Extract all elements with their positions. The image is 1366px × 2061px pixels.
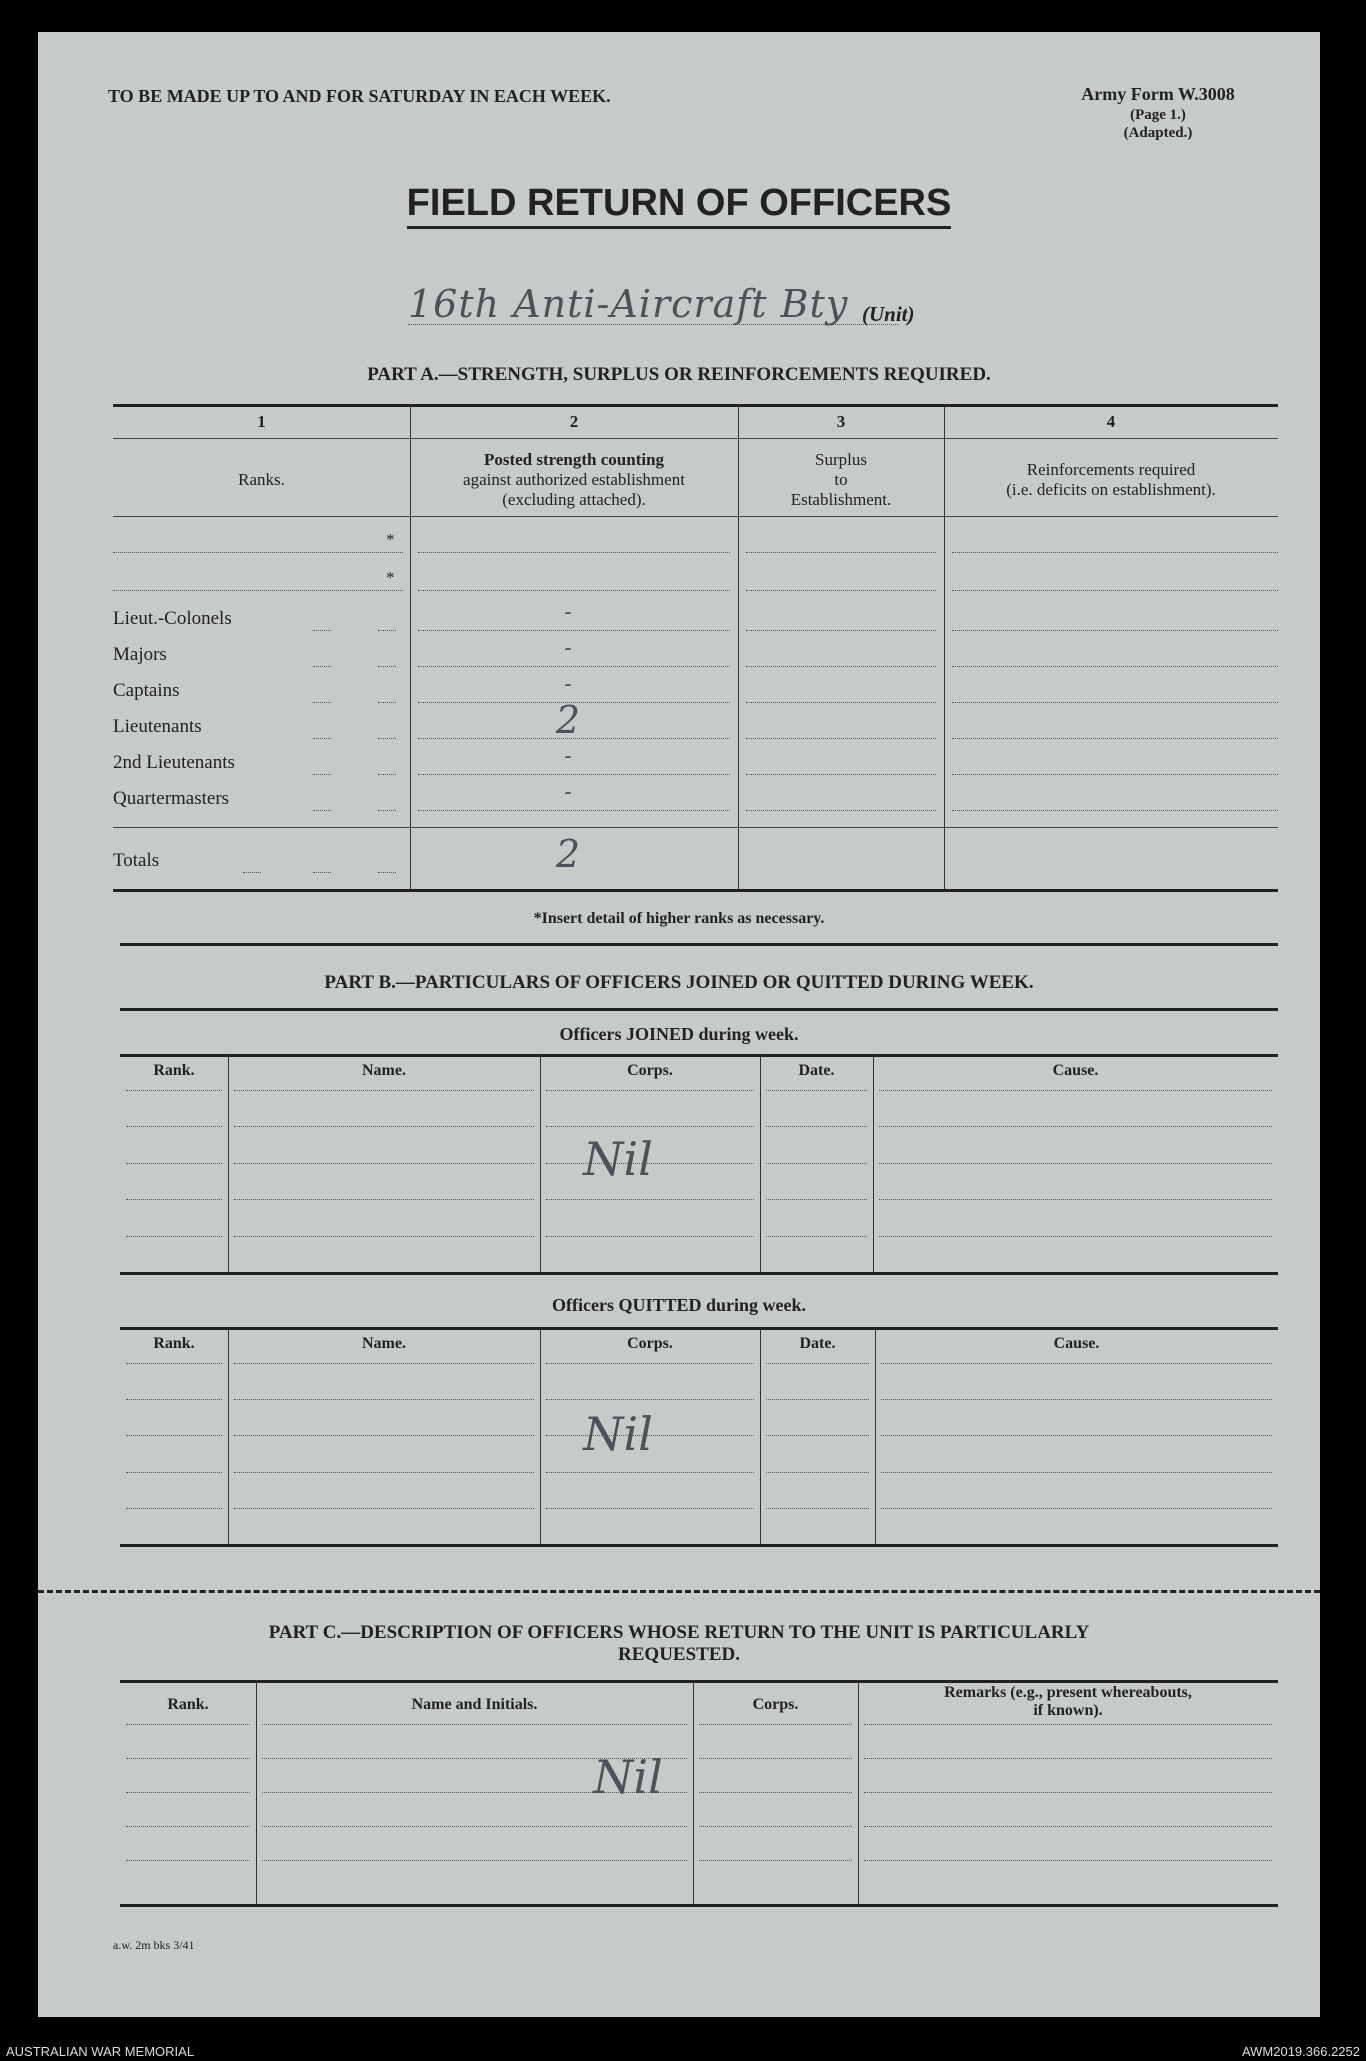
table-row-line — [126, 1508, 222, 1509]
rank-lieut-colonels: Lieut.-Colonels — [113, 608, 232, 629]
row-line — [952, 552, 1278, 553]
table-row-line — [126, 1399, 222, 1400]
table-row-line — [766, 1090, 867, 1091]
table-row-line — [234, 1363, 534, 1364]
column-divider — [875, 1328, 876, 1544]
table-row-line — [879, 1236, 1272, 1237]
row-line — [746, 552, 936, 553]
unit-label: (Unit) — [862, 302, 915, 326]
footer-archive-name: AUSTRALIAN WAR MEMORIAL — [6, 2044, 195, 2059]
table-row-line — [126, 1435, 222, 1436]
form-page: (Page 1.) — [1130, 107, 1186, 123]
col-header-cause: Cause. — [1053, 1335, 1100, 1352]
table-row-line — [234, 1199, 534, 1200]
row-line — [952, 774, 1278, 775]
row-line — [746, 810, 936, 811]
part-b-title: PART B.—PARTICULARS OF OFFICERS JOINED OR QUITTED DURING WEEK. — [324, 972, 1034, 993]
row-line — [952, 810, 1278, 811]
table-row-line — [699, 1792, 852, 1793]
rank-2nd-lieutenants: 2nd Lieutenants — [113, 752, 235, 773]
part-a-footnote: *Insert detail of higher ranks as necessary. — [533, 910, 825, 927]
row-line — [952, 702, 1278, 703]
table-row-line — [126, 1792, 250, 1793]
table-row-line — [864, 1724, 1272, 1725]
totals-label: Totals — [113, 850, 160, 871]
table-row-line — [546, 1508, 754, 1509]
col-number-4: 4 — [1106, 412, 1116, 431]
table-row-line — [546, 1236, 754, 1237]
table-row-line — [881, 1435, 1272, 1436]
row-line — [746, 774, 936, 775]
leader-dots — [313, 872, 331, 873]
col-header-name: Name. — [362, 1335, 406, 1352]
leader-dots — [313, 774, 331, 775]
column-divider — [760, 1055, 761, 1272]
table-row-line — [879, 1090, 1272, 1091]
row-line — [418, 666, 730, 667]
strength-lieutenants: 2 — [555, 698, 581, 742]
surplus-header: Surplus to Establishment. — [790, 450, 892, 509]
table-row-line — [126, 1860, 250, 1861]
row-line — [746, 666, 936, 667]
table-row-line — [864, 1758, 1272, 1759]
title-wrap — [38, 182, 1320, 225]
strength-captains: - — [564, 672, 572, 697]
row-line — [418, 590, 730, 591]
leader-dots — [378, 810, 396, 811]
row-line — [418, 552, 730, 553]
row-line — [952, 666, 1278, 667]
col-header-corps: Corps. — [627, 1335, 673, 1352]
table-row-line — [126, 1163, 222, 1164]
leader-dots — [378, 774, 396, 775]
table-row-line — [126, 1236, 222, 1237]
col-header-corps: Corps. — [752, 1696, 799, 1713]
col-header-date: Date. — [799, 1335, 836, 1352]
row-line — [952, 590, 1278, 591]
col-header-cause: Cause. — [1052, 1062, 1099, 1079]
table-row-line — [766, 1399, 869, 1400]
table-row-line — [864, 1792, 1272, 1793]
row-line — [113, 552, 403, 553]
page-title: FIELD RETURN OF OFFICERS — [407, 182, 952, 229]
table-row-line — [126, 1199, 222, 1200]
table-row-line — [881, 1363, 1272, 1364]
table-row-line — [126, 1363, 222, 1364]
strength-lieut-colonels: - — [564, 600, 572, 625]
col-header-rank: Rank. — [153, 1335, 195, 1352]
row-line — [746, 630, 936, 631]
strength-majors: - — [564, 636, 572, 661]
column-divider — [760, 1328, 761, 1544]
leader-dots — [313, 666, 331, 667]
col-header-rank: Rank. — [153, 1062, 195, 1079]
rank-quartermasters: Quartermasters — [113, 788, 230, 809]
col-header-rank: Rank. — [167, 1696, 209, 1713]
row-line — [418, 774, 730, 775]
leader-dots — [313, 810, 331, 811]
col-number-1: 1 — [257, 412, 266, 431]
table-row-line — [234, 1236, 534, 1237]
leader-dots — [378, 666, 396, 667]
table-row-line — [699, 1758, 852, 1759]
strength-2nd-lieutenants: - — [564, 744, 572, 769]
form-number: Army Form W.3008 — [1081, 84, 1235, 104]
table-row-line — [766, 1126, 867, 1127]
table-row-line — [546, 1363, 754, 1364]
table-row-line — [262, 1724, 687, 1725]
unit-handwritten: 16th Anti-Aircraft Bty — [408, 282, 849, 326]
table-row-line — [126, 1472, 222, 1473]
ranks-header: Ranks. — [238, 470, 285, 489]
rank-majors: Majors — [113, 644, 167, 665]
col-header-corps: Corps. — [627, 1062, 673, 1079]
form-paper — [38, 32, 1320, 2017]
part-c-entry: Nil — [593, 1750, 663, 1804]
row-line — [113, 590, 403, 591]
table-row-line — [881, 1399, 1272, 1400]
star-marker-1: * — [386, 530, 395, 549]
totals-value: 2 — [555, 832, 581, 876]
table-row-line — [766, 1435, 869, 1436]
table-row-line — [699, 1724, 852, 1725]
leader-dots — [378, 630, 396, 631]
col-header-name-and-initials: Name and Initials. — [411, 1696, 538, 1713]
footer-accession-number: AWM2019.366.2252 — [1241, 2044, 1360, 2059]
table-row-line — [234, 1090, 534, 1091]
table-row-line — [766, 1472, 869, 1473]
row-line — [746, 738, 936, 739]
table-row-line — [234, 1472, 534, 1473]
table-row-line — [864, 1860, 1272, 1861]
leader-dots — [378, 738, 396, 739]
row-line — [418, 810, 730, 811]
row-line — [418, 630, 730, 631]
part-c-title: PART C.—DESCRIPTION OF OFFICERS WHOSE RETURN TO THE UNIT IS PARTICULARLY REQUESTED. — [268, 1622, 1090, 1665]
table-row-line — [881, 1508, 1272, 1509]
table-row-line — [766, 1163, 867, 1164]
table-row-line — [699, 1860, 852, 1861]
col-header-date: Date. — [798, 1062, 835, 1079]
row-line — [952, 738, 1278, 739]
perforation-line — [38, 1590, 1320, 1593]
quitted-entry: Nil — [583, 1407, 653, 1461]
star-marker-2: * — [386, 568, 395, 587]
table-row-line — [879, 1163, 1272, 1164]
table-row-line — [126, 1758, 250, 1759]
table-row-line — [126, 1826, 250, 1827]
table-row-line — [262, 1826, 687, 1827]
table-row-line — [766, 1508, 869, 1509]
table-row-line — [126, 1724, 250, 1725]
table-row-line — [879, 1199, 1272, 1200]
table-row-line — [234, 1508, 534, 1509]
table-row-line — [234, 1163, 534, 1164]
reinforcements-header: Reinforcements required (i.e. deficits on establishment). — [1006, 460, 1216, 499]
rank-lieutenants: Lieutenants — [113, 716, 202, 737]
table-row-line — [234, 1399, 534, 1400]
form-adapted: (Adapted.) — [1123, 125, 1193, 141]
table-row-line — [881, 1472, 1272, 1473]
table-row-line — [766, 1236, 867, 1237]
column-divider — [228, 1055, 229, 1272]
table-row-line — [546, 1472, 754, 1473]
row-line — [952, 630, 1278, 631]
leader-dots — [313, 738, 331, 739]
col-header-name: Name. — [362, 1062, 406, 1079]
table-row-line — [262, 1860, 687, 1861]
column-divider — [873, 1055, 874, 1272]
column-divider — [228, 1328, 229, 1544]
leader-dots — [313, 630, 331, 631]
leader-dots — [243, 872, 261, 873]
table-row-line — [879, 1126, 1272, 1127]
table-row-line — [234, 1435, 534, 1436]
leader-dots — [313, 702, 331, 703]
col-header-remarks: Remarks (e.g., present whereabouts, if known). — [944, 1684, 1192, 1719]
instruction-text: TO BE MADE UP TO AND FOR SATURDAY IN EACH WEEK. — [108, 86, 611, 106]
table-row-line — [546, 1199, 754, 1200]
column-divider — [256, 1681, 257, 1904]
joined-title: Officers JOINED during week. — [559, 1024, 799, 1044]
table-row-line — [864, 1826, 1272, 1827]
quitted-title: Officers QUITTED during week. — [552, 1295, 806, 1315]
row-line — [746, 590, 936, 591]
leader-dots — [378, 872, 396, 873]
table-row-line — [546, 1126, 754, 1127]
strength-header: Posted strength counting against authorized establishment (excluding attached). — [463, 450, 685, 509]
table-row-line — [126, 1126, 222, 1127]
col-number-2: 2 — [569, 412, 579, 431]
table-row-line — [546, 1399, 754, 1400]
table-row-line — [234, 1126, 534, 1127]
print-code: a.w. 2m bks 3/41 — [113, 1938, 195, 1952]
rank-captains: Captains — [113, 680, 180, 701]
table-row-line — [546, 1090, 754, 1091]
table-row-line — [766, 1363, 869, 1364]
row-line — [746, 702, 936, 703]
joined-entry: Nil — [583, 1132, 653, 1186]
table-row-line — [766, 1199, 867, 1200]
leader-dots — [378, 702, 396, 703]
table-row-line — [126, 1090, 222, 1091]
part-a-title: PART A.—STRENGTH, SURPLUS OR REINFORCEMENTS REQUIRED. — [367, 364, 991, 385]
col-number-3: 3 — [836, 412, 846, 431]
table-row-line — [699, 1826, 852, 1827]
strength-quartermasters: - — [564, 780, 572, 805]
